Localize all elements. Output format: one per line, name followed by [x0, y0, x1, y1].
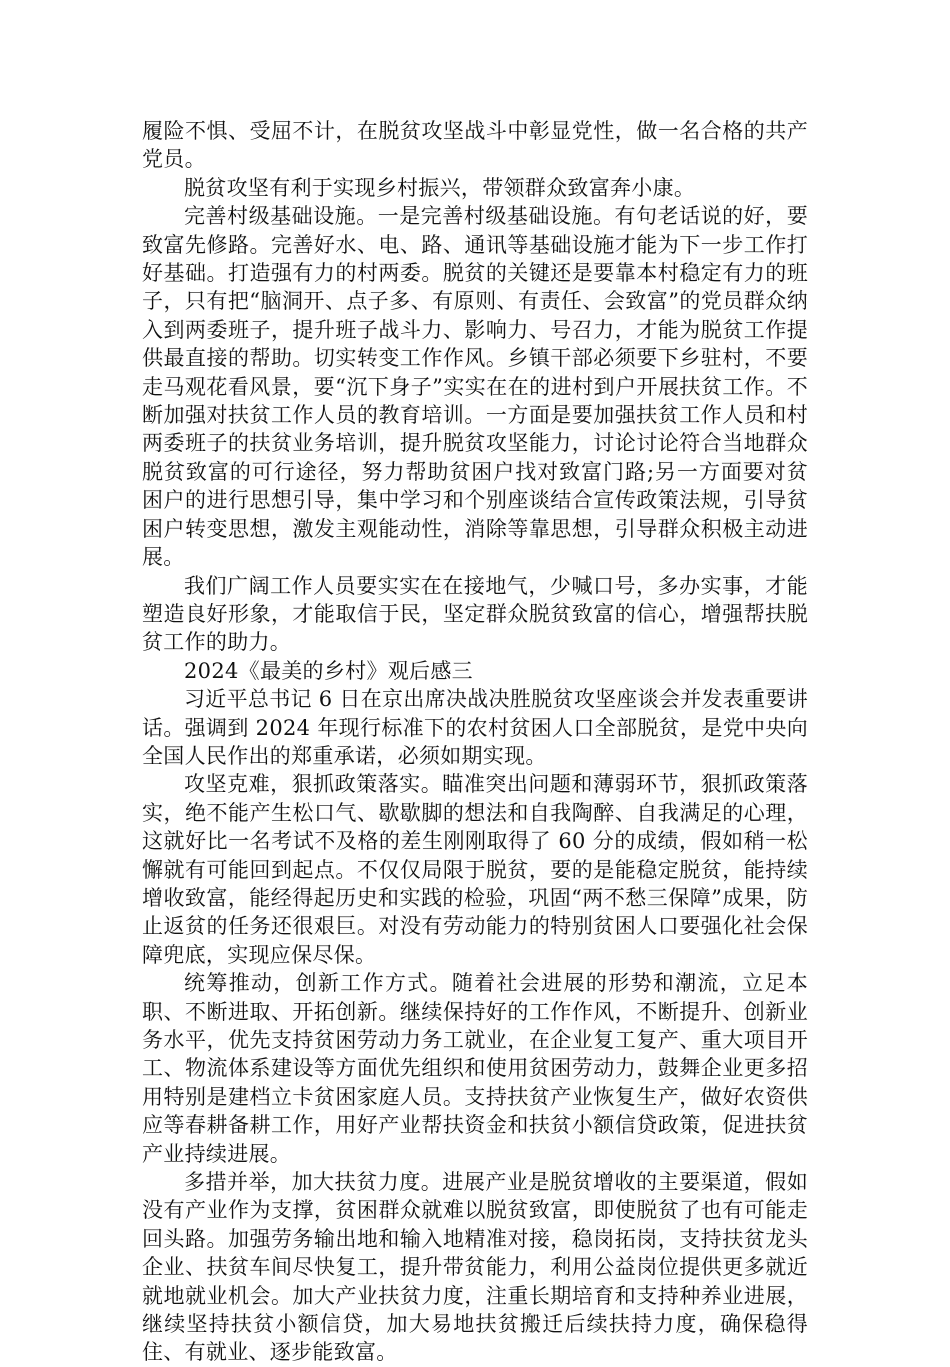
- document-body: [142, 117, 808, 1367]
- paragraph-infrastructure: 完善村级基础设施。一是完善村级基础设施。有句老话说的好，要致富先修路。完善好水、电、路、通讯等基础设施才能为下一步工作打好基础。打造强有力的村两委。脱贫的关键还是要靠本村稳定有力的班子，只有把“脑洞开、点子多、有原则、有责任、会致富”的党员群众纳入到两委班子，提升班子战斗力、影响力、号召力，才能为脱贫工作提供最直接的帮助。切实转变工作作风。乡镇干部必须要下乡驻村，不要走马观花看风景，要“沉下身子”实实在在的进村到户开展扶贫工作。不断加强对扶贫工作人员的教育培训。一方面是要加强扶贫工作人员和村两委班子的扶贫业务培训，提升脱贫攻坚能力，讨论讨论符合当地群众脱贫致富的可行途径，努力帮助贫困户找对致富门路;另一方面要对贫困户的进行思想引导，集中学习和个别座谈结合宣传政策法规，引导贫困户转变思想，激发主观能动性，消除等靠思想，引导群众积极主动进展。: [142, 204, 808, 570]
- paragraph-poverty-measures: 多措并举，加大扶贫力度。进展产业是脱贫增收的主要渠道，假如没有产业作为支撑，贫困群众就难以脱贫致富，即使脱贫了也有可能走回头路。加强劳务输出地和输入地精准对接，稳岗拓岗，支持扶贫龙头企业、扶贫车间尽快复工，提升带贫能力，利用公益岗位提供更多就近就地就业机会。加大产业扶贫力度，注重长期培育和支持种养业进展，继续坚持扶贫小额信贷，加大易地扶贫搬迁后续扶持力度，确保稳得住、有就业、逐步能致富。: [142, 1170, 808, 1365]
- paragraph-rural-revitalization: 脱贫攻坚有利于实现乡村振兴，带领群众致富奔小康。: [184, 175, 696, 200]
- paragraph-work-methods: 统筹推动，创新工作方式。随着社会进展的形势和潮流，立足本职、不断进取、开拓创新。继续保持好的工作作风，不断提升、创新业务水平，优先支持贫困劳动力务工就业，在企业复工复产、重大项目开工、物流体系建设等方面优先组织和使用贫困劳动力，鼓舞企业更多招用特别是建档立卡贫困家庭人员。支持扶贫产业恢复生产，做好农资供应等春耕备耕工作，用好产业帮扶资金和扶贫小额信贷政策，促进扶贫产业持续进展。: [142, 971, 808, 1166]
- paragraph-speech: 习近平总书记 6 日在京出席决战决胜脱贫攻坚座谈会并发表重要讲话。强调到 2024 年现行标准下的农村贫困人口全部脱贫，是党中央向全国人民作出的郑重承诺，必须如期实现。: [142, 687, 809, 768]
- paragraph-staff-conduct: 我们广阔工作人员要实实在在接地气，少喊口号，多办实事，才能塑造良好形象，才能取信于民，坚定群众脱贫致富的信心，增强帮扶脱贫工作的助力。: [142, 573, 808, 655]
- section-heading: 2024《最美的乡村》观后感三: [184, 658, 473, 683]
- paragraph-policy-implementation: 攻坚克难，狠抓政策落实。瞄准突出问题和薄弱环节，狠抓政策落实，绝不能产生松口气、歇歇脚的想法和自我陶醉、自我满足的心理，这就好比一名考试不及格的差生刚刚取得了 60 分的成绩，假如稍一松懈就有可能回到起点。不仅仅局限于脱贫，要的是能稳定脱贫，能持续增收致富，能经得起历史和实践的检验，巩固“两不愁三保障”成果，防止返贫的任务还很艰巨。对没有劳动能力的特别贫困人口要强化社会保障兜底，实现应保尽保。: [142, 772, 808, 967]
- paragraph-continued: 履险不惧、受屈不计，在脱贫攻坚战斗中彰显党性，做一名合格的共产党员。: [142, 119, 808, 172]
